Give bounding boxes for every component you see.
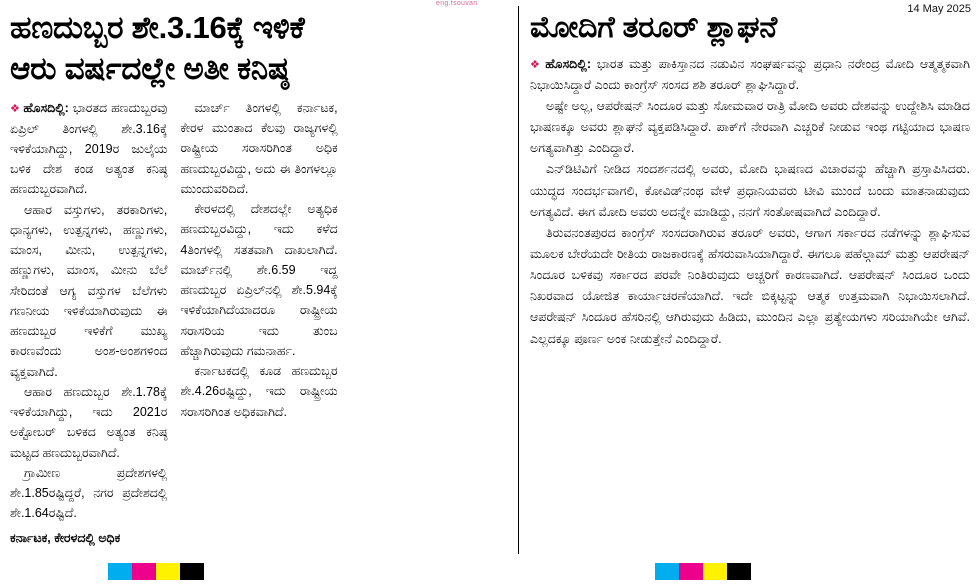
left-para-3: ಗ್ರಾಮೀಣ ಪ್ರದೇಶಗಳಲ್ಲಿ ಶೇ.1.85ರಷ್ಟಿದ್ದರೆ, ನಗರ ಪ್ರದೇಶದಲ್ಲಿ ಶೇ.1.64ರಷ್ಟಿದೆ.: [10, 465, 168, 521]
color-swatch-yellow: [703, 563, 727, 580]
left-para2-2: ಕರ್ನಾಟಕದಲ್ಲಿ ಕೂಡ ಹಣದುಬ್ಬರ ಶೇ.4.26ರಷ್ಟಿದ್ದು, ಇದು ರಾಷ್ಟ್ರೀಯ ಸರಾಸರಿಗಿಂತ ಅಧಿಕವಾಗಿದೆ.: [180, 364, 338, 419]
bullet-icon: ❖: [10, 102, 21, 115]
left-dateline: ಹೊಸದಿಲ್ಲಿ:: [23, 100, 69, 115]
left-para-1: ಆಹಾರ ವಸ್ತುಗಳು, ತರಕಾರಿಗಳು, ಧಾನ್ಯಗಳು, ಉತ್ಪನ್ನಗಳು, ಹಣ್ಣುಗಳು, ಮಾಂಸ, ಮೀನು, ಉತ್ಪನ್ನಗಳು, ಹಣ್ಣುಗಳು, ಮಾಂಸ, ಮೀನು ಬೆಲೆ ಸೇರಿದಂತೆ ಆಗ್ಯ ವಸ್ತುಗಳ ಬೆಲೆಗಳು ಗಣನೀಯ ಇಳಿಕೆಯಾಗಿರುವುದು ಈ ಹಣದುಬ್ಬರ ಇಳಿಕೆಗೆ ಮುಖ್ಯ ಕಾರಣವೆಂದು ಅಂಶ-ಅಂಶಗಳಿಂದ ವ್ಯಕ್ತವಾಗಿದೆ.: [10, 202, 168, 379]
column-divider: [518, 6, 519, 554]
right-para-1: ಅಷ್ಟೇ ಅಲ್ಲ, ಆಪರೇಷನ್‌ ಸಿಂದೂರ ಮತ್ತು ಸೋಮವಾರ ರಾತ್ರಿ ಮೋದಿ ಅವರು ದೇಶವನ್ನು ಉದ್ದೇಶಿಸಿ ಮಾಡಿದ ಭಾಷಣಕ್ಕೂ ಅವರು ಶ್ಲಾಘನೆ ವ್ಯಕ್ತಪಡಿಸಿದ್ದಾರೆ. ಪಾಕ್‌ಗೆ ನೇರವಾಗಿ ಎಚ್ಚರಿಕೆ ನೀಡುವ ಇಂಥ ಗಟ್ಟಿಯಾದ ಭಾಷಣ ಅಗತ್ಯವಾಗಿತ್ತು ಎಂದಿದ್ದಾರೆ.: [530, 98, 970, 156]
color-swatch-magenta: [132, 563, 156, 580]
left-headline-line2: ಆರು ವರ್ಷದಲ್ಲೇ ಅತೀ ಕನಿಷ್ಠ: [10, 50, 289, 86]
right-article-body: [530, 54, 970, 350]
right-dateline: ಹೊಸದಿಲ್ಲಿ:: [545, 56, 592, 71]
bullet-icon: ❖: [530, 58, 543, 71]
left-para-0: [10, 98, 167, 200]
left-subhead: ಕರ್ನಾಟಕ, ಕೇರಳದಲ್ಲಿ ಅಧಿಕ: [10, 530, 121, 545]
right-para-0-text: ಭಾರತ ಮತ್ತು ಪಾಕಿಸ್ತಾನದ ನಡುವಿನ ಸಂಘರ್ಷವನ್ನು ಪ್ರಧಾನಿ ನರೇಂದ್ರ ಮೋದಿ ಆತ್ಮತ್ಮಕವಾಗಿ ನಿಭಾಯಿಸಿದ್ದಾರೆ ಎಂದು ಕಾಂಗ್ರೆಸ್‌ ಸಂಸದ ಶಶಿ ತರೂರ್‌ ಶ್ಲಾಘಿಸಿದ್ದಾರೆ.: [530, 56, 970, 92]
left-para2-1: ಕೇರಳದಲ್ಲಿ ದೇಶದಲ್ಲೇ ಅತ್ಯಧಿಕ ಹಣದುಬ್ಬರವಿದ್ದು, ಇದು ಕಳೆದ 4ತಿಂಗಳಲ್ಲಿ ಸತತವಾಗಿ ದಾಖಲಾಗಿದೆ. ಮಾರ್ಚ್‌ನಲ್ಲಿ ಶೇ.6.59 ಇದ್ದ ಹಣದುಬ್ಬರ ಏಪ್ರಿಲ್‌ನಲ್ಲಿ ಶೇ.5.94ಕ್ಕೆ ಇಳಿಕೆಯಾಗಿದೆಯಾದರೂ ರಾಷ್ಟ್ರೀಯ ಸರಾಸರಿಯ ಇದು ತುಂಬ ಹೆಚ್ಚಾಗಿರುವುದು ಗಮನಾರ್ಹ.: [180, 202, 338, 358]
left-para-2: ಆಹಾರ ಹಣದುಬ್ಬರ ಶೇ.1.78ಕ್ಕೆ ಇಳಿಕೆಯಾಗಿದ್ದು, ಇದು 2021ರ ಅಕ್ಟೋಬರ್‌ ಬಳಿಕದ ಅತ್ಯಂತ ಕನಿಷ್ಠ ಮಟ್ಟದ ಹಣದುಬ್ಬರವಾಗಿದೆ.: [10, 384, 168, 460]
color-swatch-cyan: [108, 563, 132, 580]
right-para-2: ಎನ್‌ಡಿಟಿವಿಗೆ ನೀಡಿದ ಸಂದರ್ಶನದಲ್ಲಿ ಅವರು, ಮೋದಿ ಭಾಷಣದ ವಿಚಾರವನ್ನು ಹೆಚ್ಚಾಗಿ ಪ್ರಸ್ತಾಪಿಸಿದರು. ಯುದ್ಧದ ಸಂದರ್ಭವಾಗಲಿ, ಕೋವಿಡ್‌ನಂಥ ವೇಳೆ ಪ್ರಧಾನಿಯವರು ಟೀವಿ ಮುಂದೆ ಬಂದು ಮಾತನಾಡುವುದು ಅಗತ್ಯವಿದೆ. ಈಗ ಮೋದಿ ಅವರು ಅದನ್ನೇ ಮಾಡಿದ್ದು, ನನಗೆ ಸಂತೋಷವಾಗಿದೆ ಎಂದಿದ್ದಾರೆ.: [530, 162, 970, 219]
right-headline: ಮೋದಿಗೆ ತರೂರ್‌ ಶ್ಲಾಘನೆ: [530, 11, 778, 44]
color-swatch-cyan: [655, 563, 679, 580]
right-para-3: ತಿರುವನಂತಪುರದ ಕಾಂಗ್ರೆಸ್‌ ಸಂಸದರಾಗಿರುವ ತರೂರ್‌ ಅವರು, ಆಗಾಗ ಸರ್ಕಾರದ ನಡೆಗಳನ್ನು ಶ್ಲಾಘಿಸುವ ಮೂಲಕ ಬೇರೆಯದೇ ರೀತಿಯ ರಾಜಕಾರಣಕ್ಕೆ ಹೆಸರುವಾಸಿಯಾಗಿದ್ದಾರೆ. ಈಗಲೂ ಪಹೆಲ್ಗಾಮ್‌ ಮತ್ತು ಆಪರೇಷನ್‌ ಸಿಂದೂರ ಬಳಿಕವು ಸರ್ಕಾರದ ಪರವೇ ನಿಂತಿರುವುದು ಅಚ್ಚರಿಗೆ ಕಾರಣವಾಗಿದೆ. ಆಪರೇಷನ್‌ ಸಿಂದೂರ ಒಂದು ನಿಖರವಾದ ಯೋಜಿತ ಕಾರ್ಯಾಚರಣೆಯಾಗಿದೆ. ಇದೇ ಬಿಕ್ಕಟ್ಟನ್ನು ಆತ್ಮಕ ಉತ್ತಮವಾಗಿ ನಿಭಾಯಿಸಲಾಗಿದೆ. ಆಪರೇಷನ್‌ ಸಿಂದೂರ ಹೆಸರಿನಲ್ಲಿ ಆಗಿರುವುದು ಹಿಡಿದು, ಮುಂದಿನ ಎಲ್ಲಾ ಪ್ರತ್ಯೇಯಗಳು ಸರಿಯಾಗಿಯೇ ಆಗಿವೆ. ಎಲ್ಲದಕ್ಕೂ ಪೂರ್ಣ ಅಂಕ ನೀಡುತ್ತೇನೆ ಎಂದಿದ್ದಾರೆ.: [530, 225, 970, 346]
article-left: [10, 8, 508, 550]
color-bar-right: [655, 563, 751, 580]
left-headline-line1: ಹಣದುಬ್ಬರ ಶೇ.3.16ಕ್ಕೆ ಇಳಿಕೆ: [10, 10, 305, 45]
left-headline: [10, 8, 508, 90]
right-para-0: [530, 54, 970, 96]
article-right: [530, 8, 970, 350]
color-swatch-yellow: [156, 563, 180, 580]
left-article-body: [10, 98, 508, 550]
left-para2-0: ಮಾರ್ಚ್‌ ತಿಂಗಳಲ್ಲಿ ಕರ್ನಾಟಕ, ಕೇರಳ ಮುಂತಾದ ಕೆಲವು ರಾಜ್ಯಗಳಲ್ಲಿ ರಾಷ್ಟ್ರೀಯ ಸರಾಸರಿಗಿಂತ ಅಧಿಕ ಹಣದುಬ್ಬರವಿದ್ದು, ಅದು ಈ ತಿಂಗಳಲ್ಲೂ ಮುಂದುವರಿದಿದೆ.: [180, 100, 338, 196]
color-swatch-black: [180, 563, 204, 580]
color-swatch-black: [727, 563, 751, 580]
color-swatch-magenta: [679, 563, 703, 580]
left-para-0-text: ಭಾರತದ ಹಣದುಬ್ಬರವು ಏಪ್ರಿಲ್‌ ತಿಂಗಳಲ್ಲಿ ಶೇ.3.16ಕ್ಕೆ ಇಳಿಕೆಯಾಗಿದ್ದು, 2019ರ ಜುಲೈಯ ಬಳಿಕ ದೇಶ ಕಂಡ ಅತ್ಯಂತ ಕನಿಷ್ಠ ಹಣದುಬ್ಬರವಾಗಿದೆ.: [10, 100, 168, 197]
date-stamp: 14 May 2025: [907, 3, 971, 15]
color-bar-left: [108, 563, 204, 580]
watermark-text: eng.tsouvan: [436, 0, 478, 7]
